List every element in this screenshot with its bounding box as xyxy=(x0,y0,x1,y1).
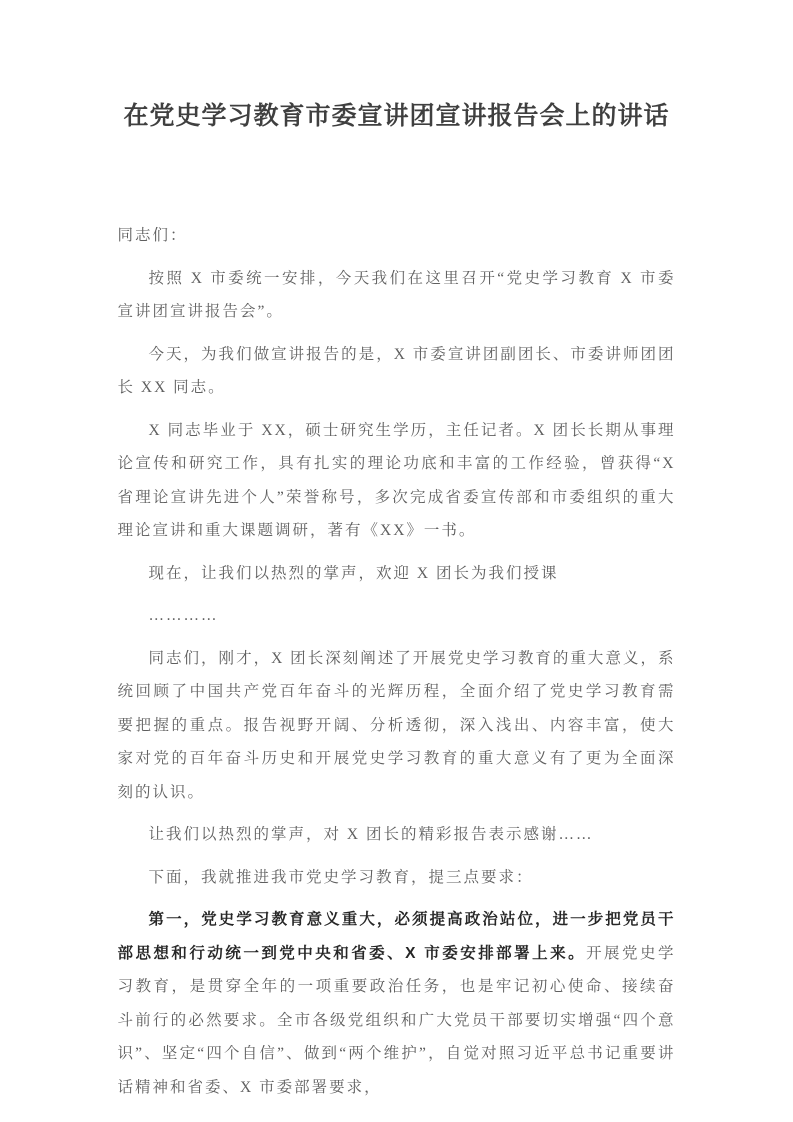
paragraph: 按照 X 市委统一安排，今天我们在这里召开“党史学习教育 X 市委宣讲团宣讲报告会”。 xyxy=(117,269,676,320)
paragraph: 今天，为我们做宣讲报告的是，X 市委宣讲团副团长、市委讲师团团长 XX 同志。 xyxy=(117,345,676,396)
paragraph-continuation: 开展党史学习教育，是贯穿全年的一项重要政治任务，也是牢记初心使命、接续奋斗前行的必然要求。全市各级党组织和广大党员干部要切实增强“四个意识”、坚定“四个自信”、做到“两个维护”，自觉对照习近平总书记重要讲话精神和省委、X 市委部署要求， xyxy=(117,944,676,1096)
paragraph: 现在，让我们以热烈的掌声，欢迎 X 团长为我们授课 xyxy=(148,564,559,582)
paragraph: 让我们以热烈的掌声，对 X 团长的精彩报告表示感谢…… xyxy=(148,826,594,843)
salutation-line: 同志们： xyxy=(117,227,188,244)
ellipsis-line: ………… xyxy=(148,607,219,624)
paragraph: 下面，我就推进我市党史学习教育，提三点要求： xyxy=(148,868,534,886)
paragraph: 同志们，刚才，X 团长深刻阐述了开展党史学习教育的重大意义，系统回顾了中国共产党百年奋斗的光辉历程，全面介绍了党史学习教育需要把握的重点。报告视野开阔、分析透彻，深入浅出、内容丰富，使大家对党的百年奋斗历史和开展党史学习教育的重大意义有了更为全面深刻的认识。 xyxy=(117,649,676,801)
bold-lead-sentence: 第一，党史学习教育意义重大，必须提高政治站位，进一步把党员干部思想和行动统一到党中央和省委、X 市委安排部署上来。 xyxy=(117,911,676,962)
document-title: 在党史学习教育市委宣讲团宣讲报告会上的讲话 xyxy=(123,102,670,130)
document-content xyxy=(118,100,676,1104)
document-body xyxy=(118,219,676,1104)
paragraph: X 同志毕业于 XX，硕士研究生学历，主任记者。X 团长长期从事理论宣传和研究工作，具有扎实的理论功底和丰富的工作经验，曾获得“X 省理论宣讲先进个人”荣誉称号，多次完成省委宣传部和市委组织的重大理论宣讲和重大课题调研，著有《XX》一书。 xyxy=(117,421,676,539)
paragraph-first-point xyxy=(118,903,676,1104)
